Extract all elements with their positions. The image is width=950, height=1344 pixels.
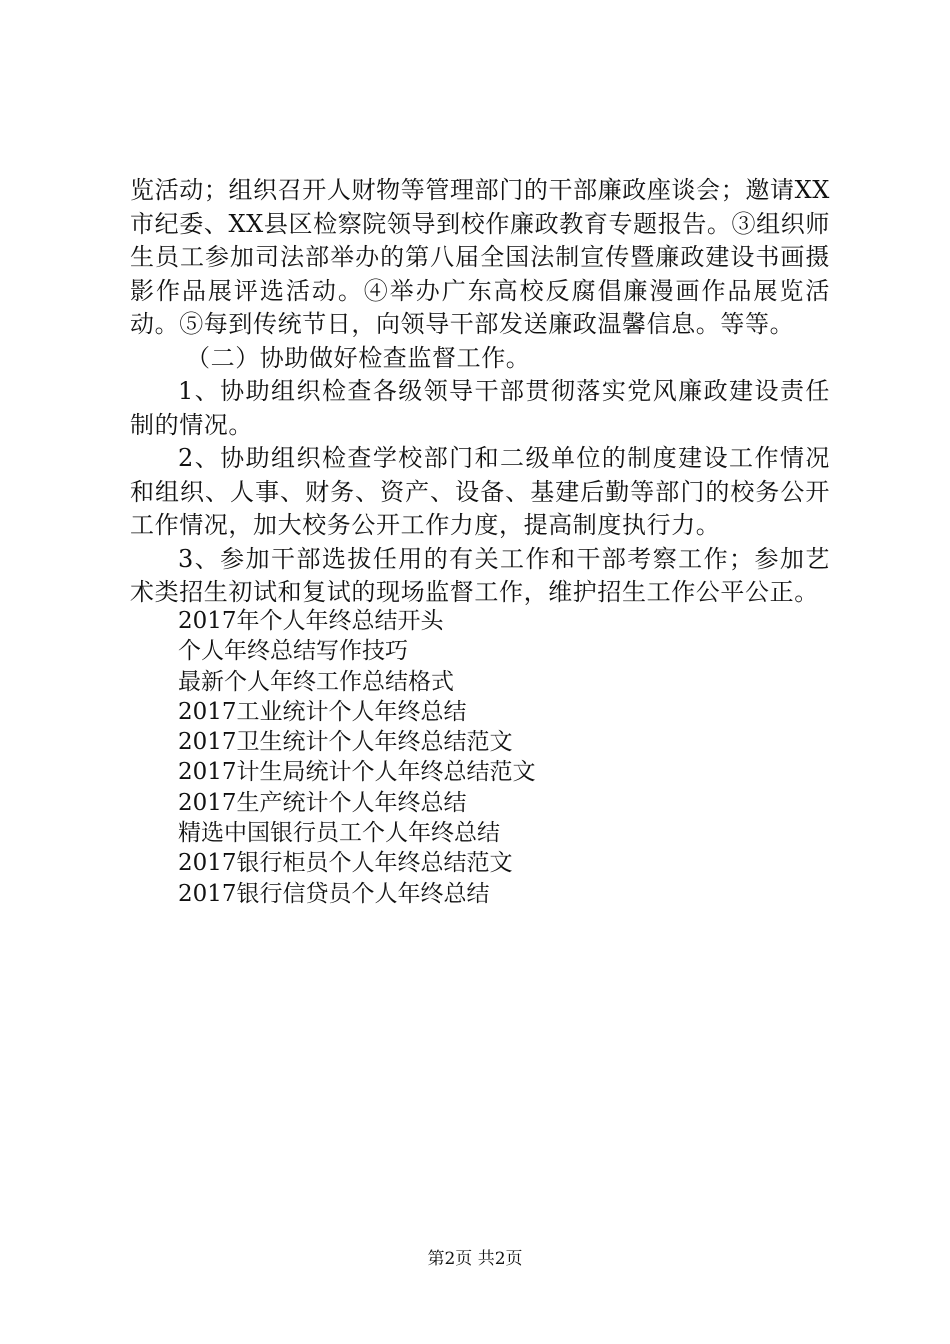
paragraph-item-1: 1、协助组织检查各级领导干部贯彻落实党风廉政建设责任制的情况。 (130, 377, 830, 439)
related-link[interactable]: 2017生产统计个人年终总结 (178, 789, 467, 816)
related-link[interactable]: 2017工业统计个人年终总结 (178, 698, 467, 725)
related-link[interactable]: 2017银行信贷员个人年终总结 (178, 880, 490, 907)
related-link[interactable]: 精选中国银行员工个人年终总结 (178, 820, 500, 847)
related-link[interactable]: 2017卫生统计个人年终总结范文 (178, 729, 513, 756)
paragraph-item-2: 2、协助组织检查学校部门和二级单位的制度建设工作情况和组织、人事、财务、资产、设备、基建后勤等部门的校务公开工作情况，加大校务公开工作力度，提高制度执行力。 (130, 444, 830, 539)
related-link[interactable]: 2017年个人年终总结开头 (178, 608, 444, 634)
related-link[interactable]: 最新个人年终工作总结格式 (178, 668, 454, 695)
related-links-list (178, 606, 778, 909)
paragraph-activities: 览活动；组织召开人财物等管理部门的干部廉政座谈会；邀请XX市纪委、XX县区检察院领导到校作廉政教育专题报告。③组织师生员工参加司法部举办的第八届全国法制宣传暨廉政建设书画摄影作品展评选活动。④举办广东高校反腐倡廉漫画作品展览活动。⑤每到传统节日，向领导干部发送廉政温馨信息。等等。 (130, 176, 830, 338)
related-link[interactable]: 个人年终总结写作技巧 (178, 638, 408, 665)
related-link[interactable]: 2017银行柜员个人年终总结范文 (178, 850, 513, 877)
section-heading-supervision: （二）协助做好检查监督工作。 (186, 343, 531, 372)
page-number-footer: 第2页 共2页 (427, 1249, 523, 1269)
document-body (130, 174, 830, 610)
paragraph-item-3: 3、参加干部选拔任用的有关工作和干部考察工作；参加艺术类招生初试和复试的现场监督工作，维护招生工作公平公正。 (130, 544, 830, 606)
related-link[interactable]: 2017计生局统计个人年终总结范文 (178, 759, 536, 786)
